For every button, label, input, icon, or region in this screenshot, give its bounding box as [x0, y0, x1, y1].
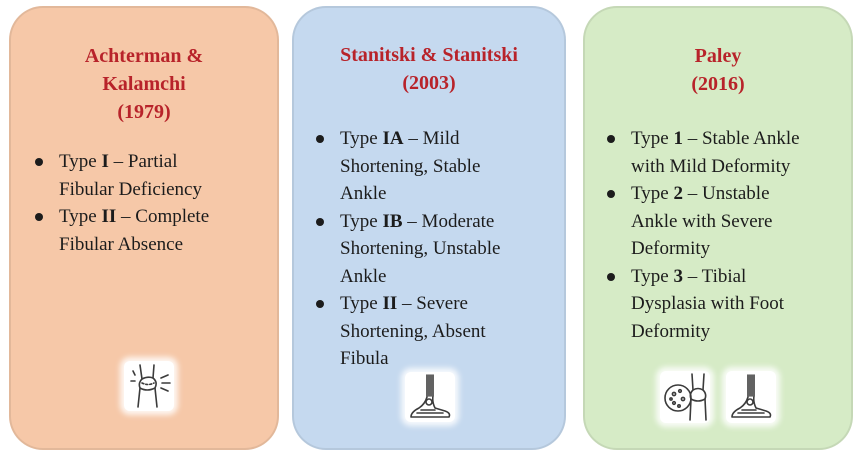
type-code: 1: [673, 128, 683, 149]
panel-paley: [583, 6, 853, 450]
title-line: Stanitski & Stanitski: [340, 44, 518, 66]
ankle-foot-bones-icon: [726, 371, 776, 423]
panel-stanitski: [292, 6, 566, 450]
type-list: [605, 125, 849, 345]
bullet-icon: [35, 158, 43, 166]
title-line: Paley: [694, 45, 742, 67]
panel-title: [294, 41, 564, 97]
bullet-icon: [607, 190, 615, 198]
item-text: Fibula: [340, 348, 389, 369]
item-text: Ankle with Severe: [631, 210, 773, 232]
type-code: I: [101, 151, 109, 172]
panel-title: [11, 42, 277, 126]
knee-joint-pain-icon: [124, 361, 174, 411]
type-code: 2: [673, 183, 683, 204]
panel-achterman-kalamchi: [9, 6, 279, 450]
list-item: [314, 290, 564, 373]
item-text: – Tibial: [682, 265, 747, 287]
title-line: (2016): [691, 73, 745, 95]
item-prefix: Type: [340, 128, 383, 149]
item-text: – Stable Ankle: [682, 128, 800, 149]
type-list: [314, 125, 564, 373]
item-text: Fibular Deficiency: [59, 178, 202, 200]
type-list: [33, 148, 273, 258]
bullet-icon: [607, 135, 615, 143]
panel-title: [585, 42, 851, 98]
item-text: – Mild: [403, 128, 460, 149]
title-line: (2003): [402, 72, 456, 94]
item-text: Ankle: [340, 183, 387, 204]
item-text: – Severe: [397, 293, 468, 314]
item-text: Ankle: [340, 265, 387, 287]
list-item: [33, 203, 273, 258]
item-text: – Moderate: [402, 210, 495, 232]
title-line: Achterman &: [84, 45, 204, 67]
type-code: IA: [382, 128, 404, 149]
item-text: Fibular Absence: [59, 233, 184, 255]
type-code: IB: [382, 210, 403, 232]
item-prefix: Type: [340, 293, 383, 314]
item-prefix: Type: [631, 265, 674, 287]
item-prefix: Type: [340, 210, 383, 232]
item-text: Dysplasia with Foot: [631, 293, 785, 314]
item-prefix: Type: [59, 151, 102, 172]
bullet-icon: [316, 300, 324, 308]
bullet-icon: [316, 135, 324, 143]
knee-joint-inflammation-icon: [660, 371, 710, 423]
item-text: Deformity: [631, 320, 711, 342]
item-prefix: Type: [631, 183, 674, 204]
item-text: Shortening, Stable: [340, 155, 481, 177]
type-code: II: [382, 293, 398, 314]
item-prefix: Type: [631, 128, 674, 149]
bullet-icon: [35, 213, 43, 221]
list-item: [33, 148, 273, 203]
item-text: Shortening, Unstable: [340, 238, 501, 259]
title-line: (1979): [117, 101, 171, 123]
bullet-icon: [316, 218, 324, 226]
item-text: with Mild Deformity: [631, 155, 791, 177]
item-prefix: Type: [59, 206, 102, 227]
list-item: [605, 180, 849, 263]
item-text: – Complete: [116, 206, 210, 227]
list-item: [314, 125, 564, 208]
item-text: – Unstable: [682, 183, 770, 204]
title-line: Kalamchi: [102, 73, 186, 95]
item-text: – Partial: [108, 151, 178, 172]
list-item: [605, 263, 849, 346]
type-code: 3: [673, 265, 683, 287]
list-item: [605, 125, 849, 180]
type-code: II: [101, 206, 117, 227]
ankle-foot-bones-icon: [405, 372, 455, 422]
item-text: Deformity: [631, 238, 711, 259]
item-text: Shortening, Absent: [340, 320, 486, 342]
bullet-icon: [607, 273, 615, 281]
list-item: [314, 208, 564, 291]
